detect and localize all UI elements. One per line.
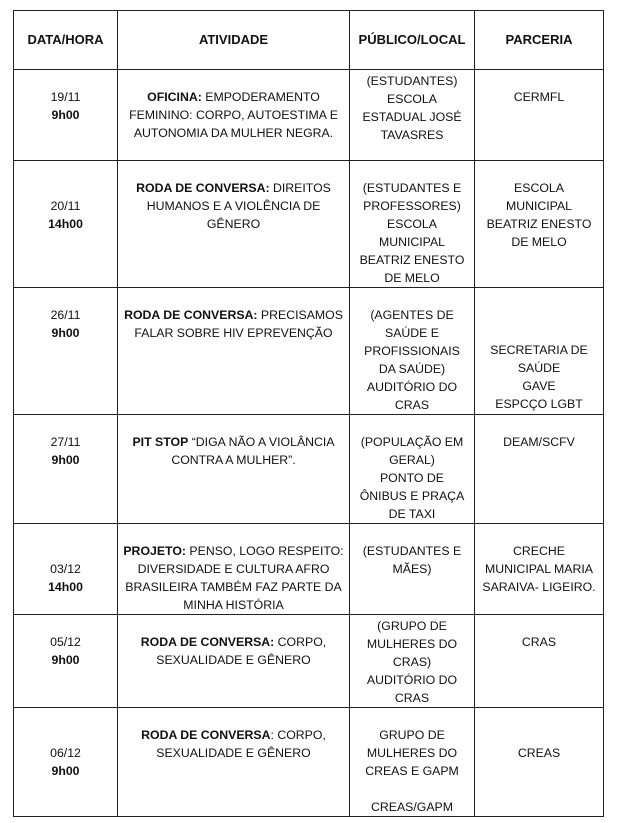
spacer (354, 780, 470, 798)
activity-description: CORPO, SEXUALIDADE E GÊNERO (156, 635, 327, 667)
date-time-cell (14, 708, 118, 817)
partner-cell (475, 288, 604, 415)
time: 9h00 (51, 326, 80, 340)
audience-location-cell (350, 615, 475, 708)
schedule-table (13, 10, 604, 817)
partner-line: DE MELO (511, 235, 567, 249)
activity-kind: PIT STOP (132, 435, 189, 449)
audience-line: CREAS E GAPM (365, 764, 459, 778)
date: 05/12 (50, 635, 81, 649)
activity-description: : CORPO, SEXUALIDADE E GÊNERO (156, 728, 326, 760)
partner-line: SAÚDE (517, 361, 561, 375)
table-row (14, 615, 604, 708)
header-atividade: ATIVIDADE (118, 11, 350, 70)
date: 20/11 (50, 199, 81, 213)
audience-line: BEATRIZ ENESTO (359, 253, 465, 267)
audience-line: CRAS) (392, 655, 432, 669)
date: 06/12 (50, 746, 81, 760)
partner-line: GAVE (522, 379, 556, 393)
audience-line: TAVASRES (380, 128, 444, 142)
table-row (14, 524, 604, 615)
audience-line: MULHERES DO (366, 637, 458, 651)
date-time-cell (14, 288, 118, 415)
activity-cell (118, 415, 350, 524)
header-publico-local: PÚBLICO/LOCAL (350, 11, 475, 70)
audience-line: CREAS/GAPM (371, 800, 453, 814)
audience-line: DE MELO (384, 271, 440, 285)
partner-line: SARAIVA- LIGEIRO. (482, 580, 596, 594)
activity-cell (118, 70, 350, 161)
time: 9h00 (51, 764, 80, 778)
audience-location-cell (350, 70, 475, 161)
date-time-cell (14, 70, 118, 161)
partner-line: CRAS (521, 635, 557, 649)
audience-location-cell (350, 288, 475, 415)
audience-location-cell (350, 415, 475, 524)
partner-cell (475, 161, 604, 288)
audience-line: (POPULAÇÃO EM (360, 435, 464, 449)
time: 14h00 (48, 217, 83, 231)
date-time-cell (14, 524, 118, 615)
activity-cell (118, 615, 350, 708)
partner-line: BEATRIZ ENESTO (486, 217, 592, 231)
activity-description: PRECISAMOS FALAR SOBRE HIV EPREVENÇÃO (134, 308, 343, 340)
audience-line: ESCOLA (387, 92, 437, 106)
partner-line: CREAS (517, 746, 561, 760)
partner-line: SECRETARIA DE (490, 343, 588, 357)
audience-line: (ESTUDANTES E (362, 181, 462, 195)
audience-line: (AGENTES DE (370, 308, 454, 322)
header-data-hora: DATA/HORA (14, 11, 118, 70)
activity-kind: PROJETO: (123, 544, 186, 558)
audience-line: AUDITÓRIO DO (366, 673, 458, 687)
partner-line: ESPCÇO LGBT (495, 397, 583, 411)
activity-kind: RODA DE CONVERSA (141, 728, 271, 742)
time: 9h00 (51, 453, 80, 467)
partner-cell (475, 415, 604, 524)
audience-line: SAÚDE E (385, 326, 439, 340)
audience-line: MULHERES DO (366, 746, 458, 760)
activity-kind: OFICINA: (147, 90, 202, 104)
audience-line: PROFESSORES) (363, 199, 461, 213)
audience-line: (ESTUDANTES E (362, 544, 462, 558)
partner-line: ESCOLA (514, 181, 564, 195)
activity-cell (118, 524, 350, 615)
table-row (14, 288, 604, 415)
table-row (14, 161, 604, 288)
audience-line: GRUPO DE (379, 728, 445, 742)
partner-line: CRECHE (513, 544, 565, 558)
activity-description: DIREITOS HUMANOS E A VIOLÊNCIA DE GÊNERO (146, 181, 331, 231)
audience-line: ESTADUAL JOSÉ (362, 110, 462, 124)
audience-location-cell (350, 708, 475, 817)
partner-cell (475, 708, 604, 817)
date: 27/11 (50, 435, 81, 449)
audience-line: CRAS (394, 691, 430, 705)
time: 9h00 (51, 653, 80, 667)
table-row (14, 708, 604, 817)
activity-cell (118, 708, 350, 817)
audience-line: ESCOLA (387, 217, 437, 231)
partner-line: MUNICIPAL (505, 199, 573, 213)
table-row (14, 70, 604, 161)
time: 14h00 (48, 580, 83, 594)
audience-line: (ESTUDANTES) (366, 74, 458, 88)
audience-line: AUDITÓRIO DO (366, 380, 458, 394)
date-time-cell (14, 161, 118, 288)
date: 03/12 (50, 562, 81, 576)
activity-kind: RODA DE CONVERSA: (140, 635, 275, 649)
activity-kind: RODA DE CONVERSA: (136, 181, 270, 195)
date: 26/11 (50, 308, 81, 322)
date-time-cell (14, 615, 118, 708)
header-row (14, 11, 604, 70)
audience-location-cell (350, 524, 475, 615)
partner-line: CERMFL (513, 90, 565, 104)
activity-cell (118, 288, 350, 415)
activity-kind: RODA DE CONVERSA: (124, 308, 258, 322)
audience-line: MUNICIPAL (378, 235, 446, 249)
audience-line: ÔNIBUS E PRAÇA (359, 489, 465, 503)
audience-line: PONTO DE (379, 471, 444, 485)
activity-description: “DIGA NÃO A VIOLÂNCIA CONTRA A MULHER”. (171, 435, 335, 467)
audience-line: DA SAÚDE) (378, 362, 446, 376)
audience-line: PROFISSIONAIS (364, 344, 460, 358)
audience-line: GERAL) (389, 453, 435, 467)
time: 9h00 (51, 108, 80, 122)
date-time-cell (14, 415, 118, 524)
audience-line: MÃES) (392, 562, 432, 576)
partner-cell (475, 70, 604, 161)
table-row (14, 415, 604, 524)
audience-line: CRAS (394, 398, 430, 412)
audience-line: (GRUPO DE (377, 619, 447, 633)
activity-description: EMPODERAMENTO FEMININO: CORPO, AUTOESTIMA E AUTONOMIA DA MULHER NEGRA. (129, 90, 338, 140)
partner-cell (475, 615, 604, 708)
partner-line: DEAM/SCFV (503, 435, 575, 449)
date: 19/11 (50, 90, 81, 104)
header-parceria: PARCERIA (475, 11, 604, 70)
partner-cell (475, 524, 604, 615)
audience-line: DE TAXI (388, 507, 436, 521)
activity-cell (118, 161, 350, 288)
audience-location-cell (350, 161, 475, 288)
partner-line: MUNICIPAL MARIA (485, 562, 593, 576)
activity-description: PENSO, LOGO RESPEITO: DIVERSIDADE E CULTURA AFRO BRASILEIRA TAMBÉM FAZ PARTE DA MINHA HISTÓRIA (125, 544, 344, 612)
